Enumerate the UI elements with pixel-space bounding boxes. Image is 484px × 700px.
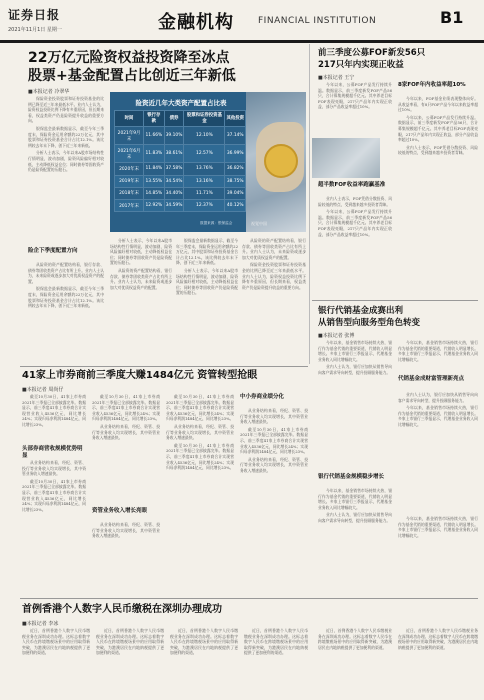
bank-column-4 xyxy=(398,516,478,588)
table-cell: 34.59% xyxy=(164,199,184,211)
digital-body-cont-3: 近日，首例香港个人数字人民币缴税业务在深圳成功办理。这标志着数字人民币在跨境缴税场景中的应用取得新突破，为港澳居民在内地纳税提供了更加便利的渠道。 xyxy=(244,628,308,656)
table-cell: 36.82% xyxy=(225,163,246,175)
table-cell: 34.40% xyxy=(164,187,184,199)
main-body-paragraph-1-cont2: 银保监会最新数据显示，截至今年三季度末，保险资金运用余额约22万亿元，其中股票和证券投资基金合计占比12.1%。该比例较去年末下降，创下近三年来新低。 xyxy=(176,238,238,266)
main-body-paragraph-3-cont2: 从险资的资产配置结构看，银行存款、债券等固收类资产占比有所上升。业内人士认为，未来险资或逐步加大对优质权益资产的配置。 xyxy=(242,238,306,260)
bank-column-1 xyxy=(318,340,392,470)
section-rule-middle xyxy=(20,366,308,367)
main-body-paragraph-2-cont2: 分析人士表示，今年以来A股市场结构性行情明显，波动加剧，险资风险偏好相对较低，主动降低权益仓位；同时债券等固收资产仍是险资配置的压舱石。 xyxy=(176,267,238,296)
bank-body-cont-2: 今年以来，基金销售市场持续火热，银行作为基金代销的重要渠道，代销收入明显增长。多家上市银行三季报显示，代理基金业务收入同比增幅较大。 xyxy=(398,405,478,427)
table-cell: 39.10% xyxy=(164,127,184,145)
main-body-left-column xyxy=(28,262,104,362)
broker-body-2-cont-3: 从业务结构来看，经纪、资管、投行等业务收入均实现增长，其中资管业务收入增速最快。 xyxy=(166,423,234,441)
header-time: 时间 xyxy=(115,111,144,127)
digital-rmb-headline: 首例香港个人数字人民币缴税在深圳办理成功 xyxy=(22,604,222,615)
table-row xyxy=(115,127,246,145)
broker-headline: 41家上市券商前三季度大赚1484亿元 资管转型抢眼 xyxy=(22,370,258,381)
main-body-paragraph-1: 银保监会最新数据显示，截至今年三季度末，保险资金运用余额约22万亿元，其中股票和证券投资基金合计占比12.1%。该比例较去年末下降，创下近三年来新低。 xyxy=(28,125,104,148)
fof-subhead: 超半数FOF收益率跑赢基准 xyxy=(318,182,386,188)
broker-column-1 xyxy=(22,460,86,592)
broker-body-2-cont-2: 从业务结构来看，经纪、资管、投行等业务收入均实现增长，其中资管业务收入增速最快。 xyxy=(92,522,160,539)
column-divider xyxy=(309,44,310,364)
bank-body: 今年以来，基金销售市场持续火热，银行作为基金代销的重要渠道，代销收入明显增长。多家上市银行三季报显示，代理基金业务收入同比增幅较大。 xyxy=(318,340,392,362)
table-cell: 38.61% xyxy=(164,145,184,163)
bank-headline-line-2: 从销售型向服务型角色转变 xyxy=(318,318,421,328)
bank-body-2-cont: 业内人士认为，银行应加快从销售导向向客户需求导向转型，提升投顾服务能力。 xyxy=(398,392,478,403)
fof-body-2: 业内人士表示，FOF凭借分散投资、风险较低的特点，受到越来越多投资者青睐。 xyxy=(318,196,392,207)
coin-icon xyxy=(264,144,298,178)
table-row xyxy=(115,187,246,199)
section-rule-right xyxy=(312,300,478,301)
broker-byline: ■本报记者 周尚仔 xyxy=(22,387,64,393)
broker-column-2-bottom xyxy=(92,522,160,592)
chart-source: 数据来源：银保监会 xyxy=(200,221,233,225)
broker-body-cont-3: 截至10月30日，41家上市券商2021年三季报已全部披露完毕。数据显示，前三季度41家上市券商合计实现营业收入4536亿元，同比增长24%；实现归母净利润1484亿元，同比增长23%。 xyxy=(166,394,234,422)
table-cell: 2020年末 xyxy=(115,163,144,175)
header-bonds: 债券 xyxy=(164,111,184,127)
broker-subhead-2: 资管业务收入增长亮眼 xyxy=(92,508,148,514)
table-cell: 14.85% xyxy=(144,187,165,199)
broker-body-cont-4: 截至10月30日，41家上市券商2021年三季报已全部披露完毕。数据显示，前三季度41家上市券商合计实现营业收入4536亿元，同比增长24%；实现归母净利润1484亿元，同比增长23%。 xyxy=(166,442,234,471)
fof-body: 今年以来，公募FOF产品发行持续升温。数据显示，前三季度新发FOF产品56只，合计募集规模超千亿元。其中养老目标FOF表现亮眼，217只产品年内实现正收益，部分产品收益率超过10%。 xyxy=(318,82,392,110)
broker-subhead-3: 中小券商业绩分化 xyxy=(240,394,285,400)
table-cell: 40.12% xyxy=(225,199,246,211)
bank-column-2-top xyxy=(398,340,478,374)
sidebar-body: 今年以来，FOF基金业绩表现整体向好。从收益率看，有8只FOF产品今年以来收益率超过10%。 xyxy=(398,96,478,113)
main-body-paragraph-3: 从险资的资产配置结构看，银行存款、债券等固收类资产占比有所上升。业内人士认为，未来险资或逐步加大对优质权益资产的配置。 xyxy=(28,262,104,284)
main-body-paragraph-3-cont: 从险资的资产配置结构看，银行存款、债券等固收类资产占比有所上升。业内人士认为，未来险资或逐步加大对优质权益资产的配置。 xyxy=(110,267,172,290)
masthead xyxy=(0,0,484,43)
fof-column-3 xyxy=(398,96,478,296)
digital-column-4 xyxy=(244,628,308,696)
main-body-paragraph-2-cont: 分析人士表示，今年以来A股市场结构性行情明显，波动加剧，险资风险偏好相对较低，主动降低权益仓位；同时债券等固收资产仍是险资配置的压舱石。 xyxy=(110,238,172,266)
broker-body-cont-2: 截至10月30日，41家上市券商2021年三季报已全部披露完毕。数据显示，前三季度41家上市券商合计实现营业收入4536亿元，同比增长24%；实现归母净利润1484亿元，同比增长23%。 xyxy=(92,394,160,422)
digital-column-3 xyxy=(170,628,238,696)
fof-byline: ■本报记者 王宁 xyxy=(318,75,355,81)
bank-subhead-2: 代销基金成财富管理新亮点 xyxy=(398,376,465,382)
main-lead-column xyxy=(28,96,104,246)
bank-headline-line-1: 银行代销基金成赛出利 xyxy=(318,306,404,316)
header-other: 其他投资 xyxy=(225,111,246,127)
broker-column-4 xyxy=(240,408,308,592)
issue-date: 2021年11月1日 星期一 xyxy=(8,27,62,33)
bank-body-2: 业内人士认为，银行应加快从销售导向向客户需求导向转型，提升投顾服务能力。 xyxy=(318,364,392,375)
bank-column-3 xyxy=(318,488,392,588)
main-body-column-2 xyxy=(110,238,172,362)
header-stocks-funds: 股票和证券投资基金 xyxy=(184,111,225,127)
bank-byline: ■本报记者 张博 xyxy=(318,333,355,339)
table-cell: 2019年末 xyxy=(115,175,144,187)
table-row xyxy=(115,175,246,187)
fof-body-cont: 今年以来，公募FOF产品发行持续升温。数据显示，前三季度新发FOF产品56只，合计募集规模超千亿元。其中养老目标FOF表现亮眼，217只产品年内实现正收益，部分产品收益率超过10%。 xyxy=(318,209,392,237)
table-cell: 13.16% xyxy=(184,175,225,187)
table-cell: 2018年末 xyxy=(115,187,144,199)
asset-allocation-panel xyxy=(110,92,306,232)
broker-subhead-1: 头部券商营收规模优势明显 xyxy=(22,446,83,459)
main-lead-paragraph-cont: 保险资金投资股票和证券投资基金的比例已降至近三年来最低水平。业内人士认为，险资权益投资比例下降有多重原因，但长期来看，权益类资产仍是险资提升收益的重要方向。 xyxy=(242,262,306,290)
fof-photo xyxy=(312,138,380,178)
table-cell: 2017年末 xyxy=(115,199,144,211)
table-cell: 12.57% xyxy=(184,145,225,163)
table-cell: 13.55% xyxy=(144,175,165,187)
chart-title: 险资近几年大类资产配置占比表 xyxy=(135,99,227,107)
bank-column-2 xyxy=(398,392,478,512)
fof-body-cont-2: 今年以来，公募FOF产品发行持续升温。数据显示，前三季度新发FOF产品56只，合计募集规模超千亿元。其中养老目标FOF表现亮眼，217只产品年内实现正收益，部分产品收益率超过10%。 xyxy=(398,114,478,143)
table-cell: 12.37% xyxy=(184,199,225,211)
table-row xyxy=(115,145,246,163)
fof-headline-line-1: 前三季度公募FOF新发56只 xyxy=(318,48,426,58)
main-body-column-4 xyxy=(242,238,306,362)
table-cell: 11.84% xyxy=(144,163,165,175)
table-cell: 11.66% xyxy=(144,127,165,145)
table-cell: 39.04% xyxy=(225,187,246,199)
fof-column-2 xyxy=(318,196,392,296)
broker-column-2 xyxy=(92,394,160,504)
broker-body-2-cont-4: 从业务结构来看，经纪、资管、投行等业务收入均实现增长，其中资管业务收入增速最快。 xyxy=(240,408,308,425)
table-cell: 11.83% xyxy=(144,145,165,163)
table-cell: 2021年9月末 xyxy=(115,127,144,145)
digital-body-cont-5: 近日，首例香港个人数字人民币缴税业务在深圳成功办理。这标志着数字人民币在跨境缴税场景中的应用取得新突破，为港澳居民在内地纳税提供了更加便利的渠道。 xyxy=(398,628,478,650)
bank-body-cont-3: 今年以来，基金销售市场持续火热，银行作为基金代销的重要渠道，代销收入明显增长。多家上市银行三季报显示，代理基金业务收入同比增幅较大。 xyxy=(318,488,392,510)
broker-column-1-top xyxy=(22,394,86,444)
allocation-table xyxy=(114,110,246,212)
bank-body-cont-4: 今年以来，基金销售市场持续火热，银行作为基金代销的重要渠道，代销收入明显增长。多家上市银行三季报显示，代理基金业务收入同比增幅较大。 xyxy=(398,516,478,538)
broker-body: 截至10月30日，41家上市券商2021年三季报已全部披露完毕。数据显示，前三季度41家上市券商合计实现营业收入4536亿元，同比增长24%；实现归母净利润1484亿元，同比增长23%。 xyxy=(22,394,86,427)
table-cell: 11.71% xyxy=(184,187,225,199)
broker-body-cont-5: 截至10月30日，41家上市券商2021年三季报已全部披露完毕。数据显示，前三季度41家上市券商合计实现营业收入4536亿元，同比增长24%；实现归母净利润1484亿元，同比增长23%。 xyxy=(240,426,308,455)
main-byline: ■本报记者 冷翠华 xyxy=(28,89,70,95)
digital-column-2 xyxy=(96,628,164,696)
section-english-title: FINANCIAL INSTITUTION xyxy=(258,16,377,26)
broker-body-2: 从业务结构来看，经纪、资管、投行等业务收入均实现增长，其中资管业务收入增速最快。 xyxy=(22,460,86,477)
fof-body-2-cont: 业内人士表示，FOF凭借分散投资、风险较低的特点，受到越来越多投资者青睐。 xyxy=(398,144,478,156)
broker-column-3 xyxy=(166,394,234,592)
header-bank-deposit: 银行存款 xyxy=(144,111,165,127)
digital-body: 近日，首例香港个人数字人民币缴税业务在深圳成功办理。这标志着数字人民币在跨境缴税场景中的应用取得新突破，为港澳居民在内地纳税提供了更加便利的渠道。 xyxy=(22,628,90,656)
table-cell: 36.99% xyxy=(225,145,246,163)
main-body-paragraph-1-cont: 银保监会最新数据显示，截至今年三季度末，保险资金运用余额约22万亿元，其中股票和证券投资基金合计占比12.1%。该比例较去年末下降，创下近三年来新低。 xyxy=(28,286,104,309)
table-cell: 38.75% xyxy=(225,175,246,187)
table-cell: 13.76% xyxy=(184,163,225,175)
paper-name: 证券日报 xyxy=(8,8,61,22)
main-body-paragraph-2: 分析人士表示，今年以来A股市场结构性行情明显，波动加剧，险资风险偏好相对较低，主动降低权益仓位；同时债券等固收资产仍是险资配置的压舱石。 xyxy=(28,150,104,173)
main-lead-paragraph: 保险资金投资股票和证券投资基金的比例已降至近三年来最低水平。业内人士认为，险资权益投资比例下降有多重原因，但长期来看，权益类资产仍是险资提升收益的重要方向。 xyxy=(28,96,104,124)
table-cell: 12.10% xyxy=(184,127,225,145)
broker-body-2-cont-5: 从业务结构来看，经纪、资管、投行等业务收入均实现增长，其中资管业务收入增速最快。 xyxy=(240,456,308,473)
digital-body-cont-4: 近日，首例香港个人数字人民币缴税业务在深圳成功办理。这标志着数字人民币在跨境缴税场景中的应用取得新突破，为港澳居民在内地纳税提供了更加便利的渠道。 xyxy=(318,628,392,650)
bank-body-2-cont-2: 业内人士认为，银行应加快从销售导向向客户需求导向转型，提升投顾服务能力。 xyxy=(318,512,392,523)
table-cell: 12.92% xyxy=(144,199,165,211)
digital-column-5 xyxy=(318,628,392,696)
table-row xyxy=(115,163,246,175)
bank-body-cont: 今年以来，基金销售市场持续火热，银行作为基金代销的重要渠道，代销收入明显增长。多家上市银行三季报显示，代理基金业务收入同比增幅较大。 xyxy=(398,340,478,362)
table-cell: 37.14% xyxy=(225,127,246,145)
coin-photo xyxy=(246,92,306,232)
table-cell: 37.58% xyxy=(164,163,184,175)
table-row xyxy=(115,199,246,211)
digital-column-1 xyxy=(22,628,90,696)
main-headline-line-2: 股票+基金配置占比创近三年新低 xyxy=(28,68,236,84)
sidebar-subhead: 8家FOF年内收益率超10% xyxy=(398,82,466,88)
fof-column-1 xyxy=(318,82,392,136)
digital-body-cont-2: 近日，首例香港个人数字人民币缴税业务在深圳成功办理。这标志着数字人民币在跨境缴税场景中的应用取得新突破，为港澳居民在内地纳税提供了更加便利的渠道。 xyxy=(170,628,238,656)
page-number: B1 xyxy=(440,8,464,27)
fof-headline-line-2: 217只年内实现正收益 xyxy=(318,60,404,70)
digital-rmb-byline: ■本报记者 李冰 xyxy=(22,621,59,627)
section-rule-bottom xyxy=(20,598,478,599)
section-title: 金融机构 xyxy=(158,12,234,33)
digital-body-cont: 近日，首例香港个人数字人民币缴税业务在深圳成功办理。这标志着数字人民币在跨境缴税场景中的应用取得新突破，为港澳居民在内地纳税提供了更加便利的渠道。 xyxy=(96,628,164,656)
main-body-column-3 xyxy=(176,238,238,362)
table-cell: 34.54% xyxy=(164,175,184,187)
photo-credit: 视觉中国 xyxy=(251,221,267,226)
broker-body-2-cont: 从业务结构来看，经纪、资管、投行等业务收入均实现增长，其中资管业务收入增速最快。 xyxy=(92,423,160,441)
digital-column-6 xyxy=(398,628,478,696)
main-headline-line-1: 22万亿元险资权益投资降至冰点 xyxy=(28,50,230,66)
bank-subhead: 银行代销基金规模稳步增长 xyxy=(318,474,385,480)
main-subhead: 险企下季度配置方向 xyxy=(28,248,78,254)
broker-body-cont: 截至10月30日，41家上市券商2021年三季报已全部披露完毕。数据显示，前三季度41家上市券商合计实现营业收入4536亿元，同比增长24%；实现归母净利润1484亿元，同比增长23%。 xyxy=(22,478,86,512)
table-header-row xyxy=(115,111,246,127)
table-cell: 2021年6月末 xyxy=(115,145,144,163)
